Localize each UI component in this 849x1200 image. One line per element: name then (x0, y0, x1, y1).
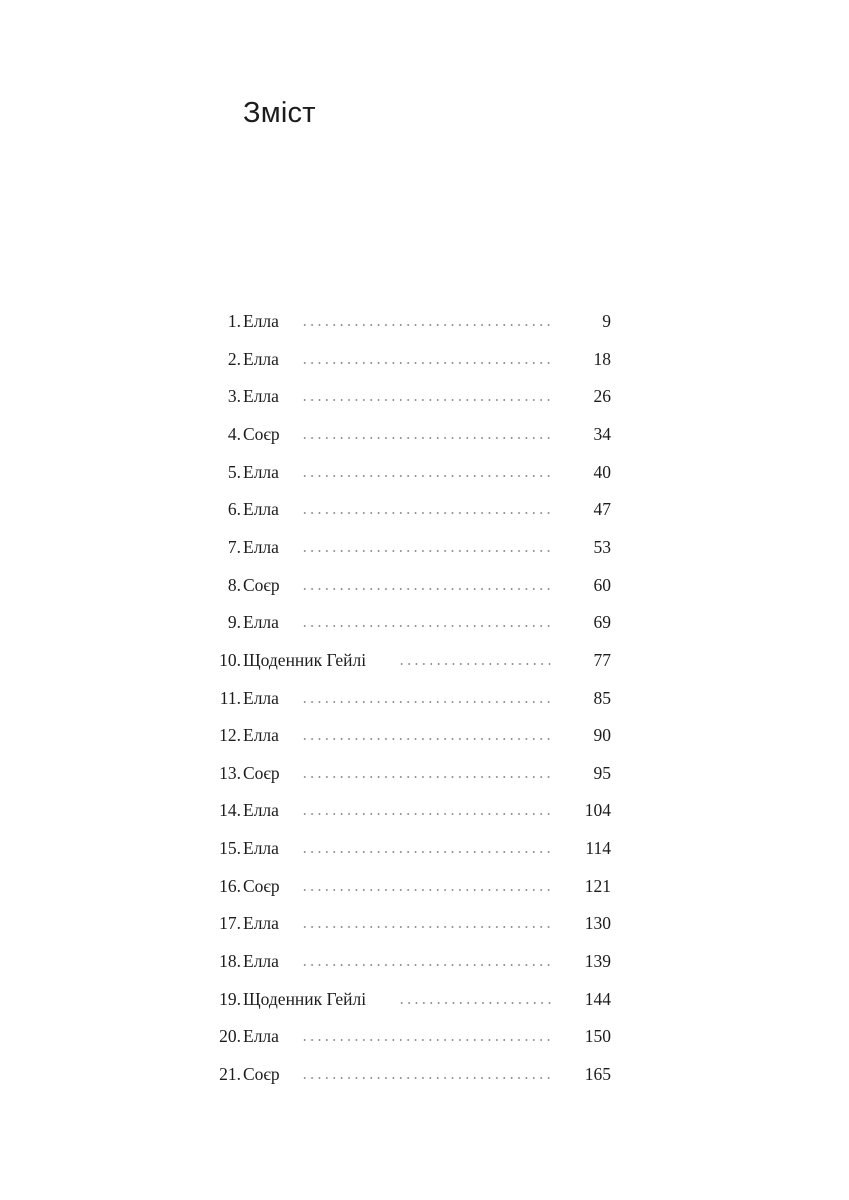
dot-leader (301, 964, 552, 966)
toc-entry-title: Соєр (243, 1064, 280, 1084)
toc-entry-number: 5. (227, 461, 241, 482)
toc-entry-number: 20. (219, 1026, 241, 1047)
toc-entry-page-number: 40 (593, 461, 611, 482)
dot-leader (398, 663, 552, 665)
toc-entry[interactable] (0, 984, 849, 1014)
toc-entry-title: Елла (243, 1026, 279, 1047)
toc-entry-page-number: 139 (584, 951, 611, 972)
toc-entry[interactable] (0, 1021, 849, 1051)
toc-entry-number: 13. (219, 762, 241, 783)
dot-leader (398, 1002, 552, 1004)
toc-entry-page-number: 53 (593, 536, 611, 557)
dot-leader (301, 550, 552, 552)
toc-entry[interactable] (0, 871, 849, 901)
toc-entry-number: 16. (219, 875, 241, 896)
dot-leader (301, 362, 552, 364)
toc-entry-title: Елла (243, 800, 279, 821)
toc-entry-page-number: 34 (593, 423, 611, 444)
toc-entry-title: Щоденник Гейлі (243, 649, 367, 670)
dot-leader (301, 588, 552, 590)
toc-entry-page-number: 77 (593, 649, 611, 670)
toc-entry-title: Елла (243, 348, 279, 369)
toc-entry-page-number: 130 (584, 913, 611, 934)
toc-entry-title: Елла (243, 838, 279, 859)
toc-entry-page-number: 18 (593, 348, 611, 369)
toc-entry-number: 18. (219, 951, 241, 972)
toc-entry-number: 12. (219, 725, 241, 746)
dot-leader (301, 926, 552, 928)
toc-entry-page-number: 104 (584, 800, 611, 821)
toc-entry-number: 10. (219, 649, 241, 670)
toc-entry[interactable] (0, 946, 849, 976)
toc-entry-number: 7. (227, 536, 241, 557)
toc-entry-title: Соєр (243, 574, 280, 595)
dot-leader (301, 851, 552, 853)
toc-entry-title: Елла (243, 536, 279, 557)
toc-entry[interactable] (0, 457, 849, 487)
toc-entry-number: 8. (227, 574, 241, 595)
toc-entry-title: Елла (243, 725, 279, 746)
toc-entry-page-number: 95 (593, 762, 611, 783)
toc-entry-number: 15. (219, 838, 241, 859)
toc-entry[interactable] (0, 683, 849, 713)
toc-entry-page-number: 144 (584, 988, 611, 1009)
toc-entry[interactable] (0, 494, 849, 524)
dot-leader (301, 324, 552, 326)
toc-entry-title: Елла (243, 687, 279, 708)
toc-entry[interactable] (0, 381, 849, 411)
toc-entry-number: 4. (227, 423, 241, 444)
dot-leader (301, 1077, 552, 1079)
toc-entry-page-number: 90 (593, 725, 611, 746)
toc-entry[interactable] (0, 344, 849, 374)
dot-leader (301, 475, 552, 477)
dot-leader (301, 738, 552, 740)
dot-leader (301, 1039, 552, 1041)
dot-leader (301, 889, 552, 891)
toc-entry[interactable] (0, 570, 849, 600)
toc-entry[interactable] (0, 607, 849, 637)
toc-entry-number: 11. (219, 687, 241, 708)
toc-entry[interactable] (0, 532, 849, 562)
toc-entry-title: Елла (243, 386, 279, 407)
toc-entry-number: 14. (219, 800, 241, 821)
dot-leader (301, 625, 552, 627)
toc-entry-number: 19. (219, 988, 241, 1009)
toc-entry[interactable] (0, 833, 849, 863)
toc-entry-title: Елла (243, 499, 279, 520)
toc-entry-title: Елла (243, 612, 279, 633)
toc-entry-title: Щоденник Гейлі (243, 988, 367, 1009)
page-title: Зміст (243, 97, 316, 129)
toc-entry-page-number: 69 (593, 612, 611, 633)
toc-entry[interactable] (0, 908, 849, 938)
toc-entry-number: 3. (227, 386, 241, 407)
toc-entry-number: 21. (219, 1064, 241, 1084)
toc-entry-number: 17. (219, 913, 241, 934)
toc-entry-page-number: 121 (584, 875, 611, 896)
toc-entry-title: Елла (243, 951, 279, 972)
toc-entry[interactable] (0, 720, 849, 750)
toc-entry-number: 9. (227, 612, 241, 633)
dot-leader (301, 512, 552, 514)
dot-leader (301, 437, 552, 439)
toc-entry-page-number: 60 (593, 574, 611, 595)
toc-entry-page-number: 26 (593, 386, 611, 407)
dot-leader (301, 701, 552, 703)
toc-entry[interactable] (0, 306, 849, 336)
toc-entry-page-number: 150 (584, 1026, 611, 1047)
toc-entry-page-number: 114 (585, 838, 611, 859)
toc-entry-title: Соєр (243, 762, 280, 783)
toc-entry-title: Елла (243, 913, 279, 934)
toc-entry[interactable] (0, 419, 849, 449)
toc-entry-number: 6. (227, 499, 241, 520)
toc-entry[interactable] (0, 795, 849, 825)
toc-entry[interactable] (0, 645, 849, 675)
dot-leader (301, 399, 552, 401)
toc-entry-title: Елла (243, 461, 279, 482)
toc-entry-number: 1. (227, 311, 241, 331)
dot-leader (301, 776, 552, 778)
toc-entry-page-number: 47 (593, 499, 611, 520)
toc-entry[interactable] (0, 1059, 849, 1089)
toc-entry-page-number: 165 (584, 1064, 611, 1084)
toc-entry-page-number: 9 (602, 311, 611, 331)
toc-entry-number: 2. (227, 348, 241, 369)
toc-entry-title: Соєр (243, 423, 280, 444)
dot-leader (301, 813, 552, 815)
toc-entry[interactable] (0, 758, 849, 788)
toc-entry-title: Елла (243, 311, 279, 331)
toc-entry-title: Соєр (243, 875, 280, 896)
toc-entry-page-number: 85 (593, 687, 611, 708)
